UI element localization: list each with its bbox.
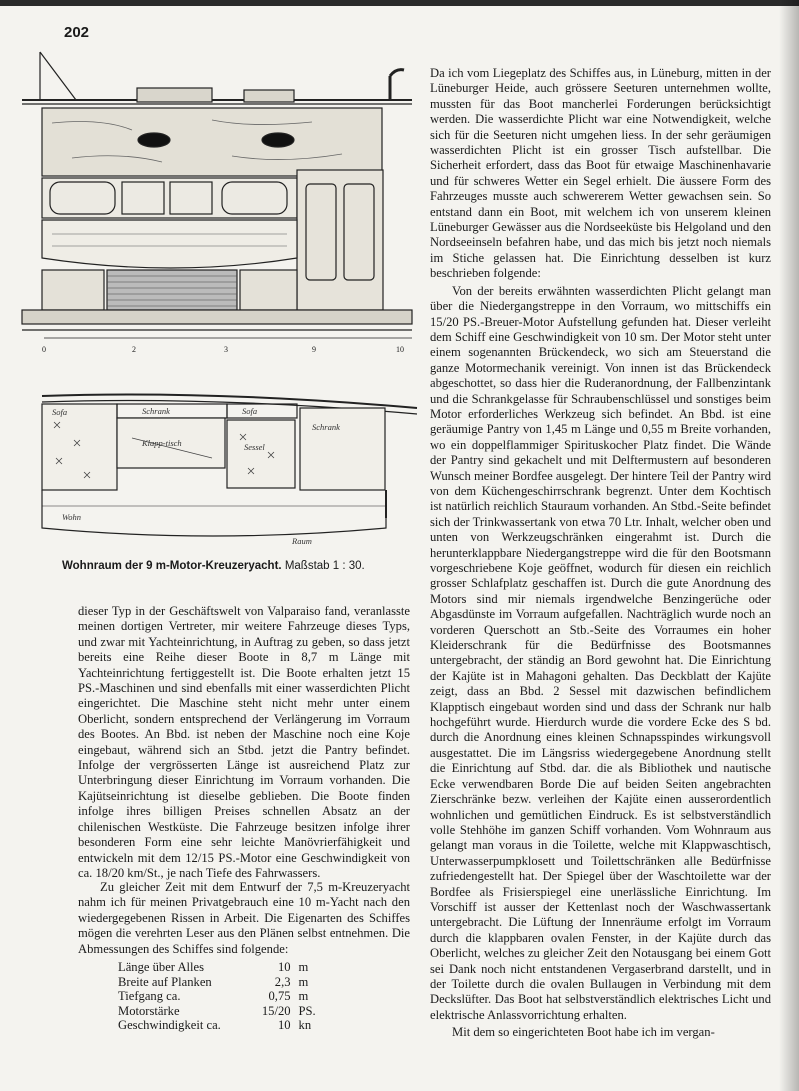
paragraph: Mit dem so eingerichteten Boot habe ich im vergan- bbox=[452, 1025, 715, 1040]
paragraph: Von der bereits erwähnten wasserdichten Plicht gelangt man über die Niedergangstreppe in den Vorraum, wo mittschiffs ein 15/20 PS.-Breuer-Motor Aufstellung gefunden hat. Dieser verleiht dem Schiff eine Geschwindigkeit von 10 sm. Der Motor steht unter einem sogenannten Brückendeck, wo sich am Steuerstand die ganze Motormechanik vereinigt. Von innen ist das Brückendeck abgeschottet, so dass hier die Ruderanordnung, der Fallbenzintank und die Schrankgelasse für Schraubenschlüssel und sonstiges beim Motor erforderliches Werkzeug sich befindet. An Bbd. ist eine geräumige Pantry von 1,45 m Länge und 0,55 m Breite vorhanden, wo ein doppelflammiger Spirituskocher Platz findet. Die Wände der Pantry sind gekachelt und mit Delftermustern auf besonderen Wunsch meiner Bordfee ausgelegt. Der hintere Teil der Pantry wird von dem Küchengeschirrschrank begrenzt. Unter dem Kochtisch ist natürlich reichlich Stauraum vorhanden. An Stbd.-Seite befindet sich der Trinkwassertank von etwa 70 Ltr. Inhalt, welcher oben und unten von Werkzeugschränken eingerahmt ist. Durch die herunterklappbare Niedergangstreppe wird die für den Bootsmann vorgeschriebene Koje geöffnet, wodurch für diesen ein reichlich grosser Schlafplatz geschaffen ist. Durch die gute Anordnung des Motors sind mir niemals irgendwelche Benzingerüche oder Abgasdünste im Vorraum aufgefallen. Nachträglich wurde noch an vorderen Querschott an Stb.-Seite des Vorraumes ein hoher Kleiderschrank für die Bedürfnisse des Bootsmannes untergebracht, der ständig an Bord gewohnt hat. Die Einrichtung der Kajüte ist in Mahagoni gehalten. Das Deckblatt der Kajüte zeigt, dass an Bbd. 2 Sessel mit dazwischen befindlichem Klapptisch eingebaut worden sind und dass der Schrank nur halb hochgeführt wurde. Hierdurch wurde die vordere Ecke des S bd. durch die Anordnung eines kleinen Schnapsspindes wirkungsvoll ausgestattet. Die im Längsriss wiedergegebene Anordnung stellt die Einrichtung auf Stbd. dar. die als Bibliothek und nautische Ecke verwendbaren Borde Die auf beiden Seiten angebrachten Zierschränke bezw. verleihen der Kajüte einen ausserordentlich wohnlichen und gemütlichen Eindruck. Es ist selbstverständlich volle Stehhöhe im ganzen Schiff vorhanden. Vom Wohnraum aus gelangt man voraus in die Toilette, welche mit Klappwaschtisch, Unterwasserpumpklosett und Toilettschränken alle Bedürfnisse zufriedengestellt hat. Der Spiegel über der Waschtoilette war der Bordfee als Frisierspiegel eine unerlässliche Einrichtung. Im Vorschiff ist ausser der Kettenlast noch der Waschwassertank untergebracht. Die Lüftung der Innenräume erfolgt im Vorraum durch die klappbaren ovalen Fenster, in der Kajüte durch das Oberlicht, welches zu gleicher Zeit den Notausgang bei einem Gott sei Dank noch nicht entstandenen Vergaserbrand darstellt, und in der Toilette durch die ovalen Bullaugen in Verbindung mit dem Deckslüfter. Das Boot hat selbstverständlich elektrisches Licht und elektrische Anlassvorrichtung erhalten. bbox=[430, 283, 771, 1022]
plan-label-schrank: Schrank bbox=[142, 406, 170, 416]
spec-label: Geschwindigkeit ca. bbox=[118, 1018, 221, 1033]
spec-value: 2,3 bbox=[274, 974, 291, 989]
caption-scale: Maßstab 1 : 30. bbox=[284, 560, 365, 572]
paragraph: dieser Typ in der Geschäftswelt von Valparaiso fand, veranlasste meinen dortigen Vertreter, mir weitere Fahrzeuge dieses Typs, und zwar mit Yachteinrichtung, in Auftrag zu geben, so dass jetzt bereits eine Reihe dieser Boote in 8,7 m Länge mit Yachteinrichtung fertiggestellt ist. Die Boote erhalten jetzt 15 PS.-Maschinen und sind ebenfalls mit einer wasserdichten Plicht eingerichtet. Die Maschine steht nicht mehr unter einem Oberlicht, sondern entsprechend der Verlängerung im Vorraum des Bootes. An Bbd. ist neben der Maschine noch eine Koje eingebaut, während sich an Stbd. jetzt die Pantry befindet. Infolge der vergrösserten Länge ist ausreichend Platz zur Unterbringung dieser Einrichtung im Vorraum vorhanden. Die Kajütseinrichtung ist dieselbe geblieben. Die Boote finden infolge ihres billigen Preises schnellen Absatz an der chilenischen Westküste. Die Fahrzeuge besitzen infolge ihrer besonderen Form eine sehr leichte Manövrierfähigkeit und entwickeln mit dem 12/15 PS.-Motor eine Geschwindigkeit von ca. 18/20 km/St., je nach Tiefe des Fahrwassers. bbox=[78, 604, 410, 880]
plan-label-klapptisch: Klapp-tisch bbox=[142, 438, 182, 448]
scale-tick: 2 bbox=[132, 345, 136, 354]
scale-tick: 10 bbox=[396, 345, 404, 354]
spec-label: Motorstärke bbox=[118, 1003, 180, 1018]
plan-label-wohn: Wohn bbox=[62, 512, 82, 522]
paragraph: Da ich vom Liegeplatz des Schiffes aus, in Lüneburg, mitten in der Lüneburger Heide, auch grössere Seeturen unternehmen wollte, mussten für das Boot mancherlei Forderungen berücksichtigt werden. Die wasserdichte Plicht war eine Notwendigkeit, welche sich für die Seeturen nicht umgehen liess. In der sehr geräumigen wasserdichten Plicht ist ein grosser Tisch aufstellbar. Die Sicherheit erfordert, dass das Boot für etwaige Maschinenhavarie und für schweres Wetter ein Segel erhielt. Die äussere Form des Fahrzeuges musste auch schwererem Wetter gewachsen sein. So entstand dann ein Boot, mit welchem ich von unserem kleinen Lüneburger Gewässer aus die Nordseeküste bis Helgoland und den Nordseeinseln befahren habe, und das mich bis jetzt noch niemals im Stiche gelassen hat. Die Einrichtung desselben ist kurz beschrieben folgende: bbox=[430, 66, 771, 281]
left-column-bottom bbox=[78, 880, 410, 957]
spec-unit: m bbox=[298, 989, 309, 1004]
plan-label-sessel: Sessel bbox=[244, 442, 265, 452]
scale-tick: 9 bbox=[312, 345, 316, 354]
paragraph: Zu gleicher Zeit mit dem Entwurf der 7,5 m-Kreuzeryacht nahm ich für meinen Privatgebrauch eine 10 m-Yacht nach den wiedergegebenen Rissen in Arbeit. Die Eigenarten des Schiffes mögen die verehrten Leser aus den Plänen selbst entnehmen. Die Abmessungen des Schiffes sind folgende: bbox=[78, 880, 410, 956]
page-number: 202 bbox=[64, 24, 90, 41]
plan-label-raum: Raum bbox=[292, 536, 312, 546]
caption-title: Wohnraum der 9 m-Motor-Kreuzeryacht. bbox=[62, 560, 282, 572]
scale-tick: 0 bbox=[42, 345, 46, 354]
plan-label-sofa: Sofa bbox=[52, 407, 68, 417]
spec-unit: m bbox=[298, 960, 309, 974]
spec-value: 10 bbox=[277, 960, 291, 974]
spec-row bbox=[118, 960, 338, 975]
page-top-edge bbox=[0, 0, 799, 6]
spec-label: Tiefgang ca. bbox=[118, 989, 181, 1004]
page-gutter-shadow bbox=[779, 0, 799, 1091]
dimensions-table bbox=[118, 960, 338, 1033]
spec-label: Länge über Alles bbox=[118, 960, 205, 974]
plan-label-schrank: Schrank bbox=[312, 422, 340, 432]
spec-unit: m bbox=[298, 974, 309, 989]
spec-label: Breite auf Planken bbox=[118, 974, 212, 989]
spec-row bbox=[118, 989, 338, 1004]
spec-row bbox=[118, 1004, 338, 1019]
spec-value: 15/20 bbox=[261, 1003, 291, 1018]
scale-tick: 3 bbox=[224, 345, 228, 354]
spec-unit: kn bbox=[298, 1018, 312, 1033]
spec-value: 0,75 bbox=[268, 989, 291, 1004]
spec-value: 10 bbox=[277, 1018, 291, 1033]
cabin-drawing bbox=[12, 48, 422, 568]
plan-label-sofa: Sofa bbox=[242, 406, 258, 416]
spec-row bbox=[118, 975, 338, 990]
spec-unit: PS. bbox=[298, 1003, 316, 1018]
right-column bbox=[430, 66, 771, 1041]
left-column-top bbox=[78, 604, 410, 881]
figure-caption bbox=[62, 560, 422, 572]
spec-row bbox=[118, 1018, 338, 1033]
